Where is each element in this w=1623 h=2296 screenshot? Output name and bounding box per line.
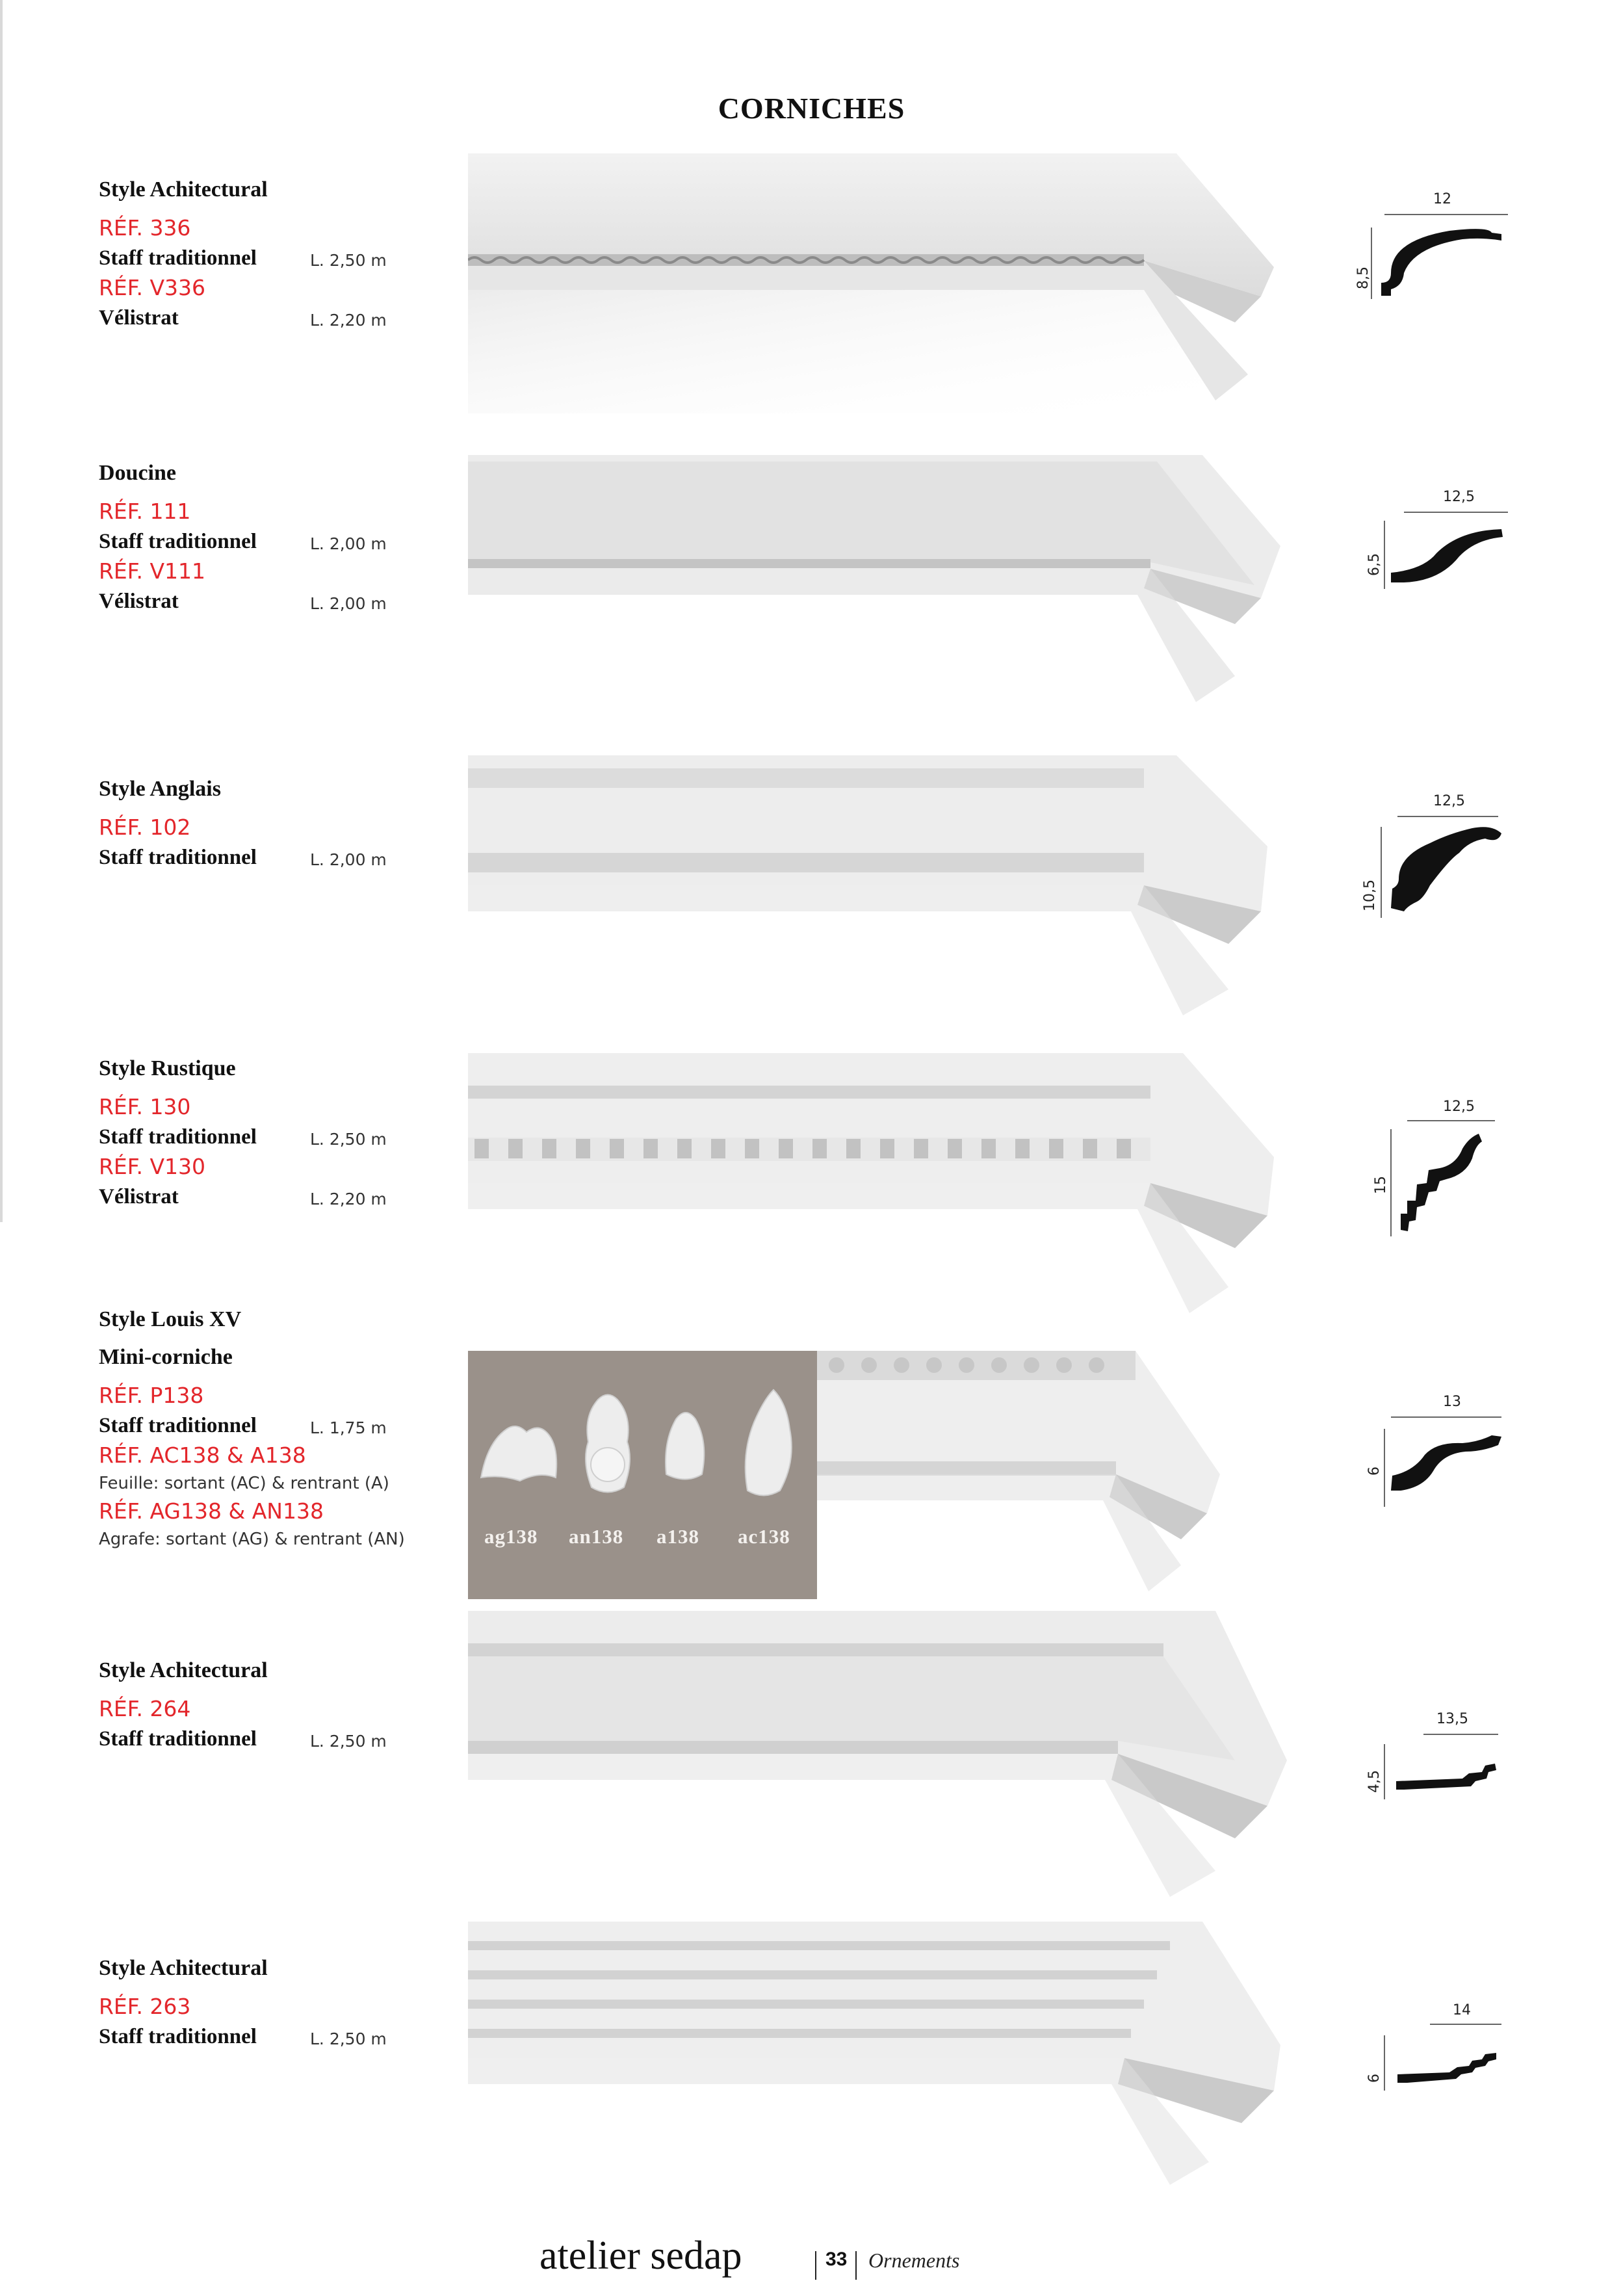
style-name: Style Achitectural (99, 1956, 268, 1980)
ref-number: RÉF. 263 (99, 1994, 191, 2019)
profile-height: 6,5 (1366, 553, 1383, 576)
ref-number: RÉF. V130 (99, 1154, 206, 1179)
profile-diagram (1352, 1708, 1521, 1825)
cornice-photo (468, 1053, 1287, 1313)
cornice-photo (468, 1922, 1287, 2188)
cornice-photo (468, 1611, 1287, 1903)
ornament-label: an138 (569, 1525, 624, 1548)
ornament-samples-panel (468, 1351, 817, 1599)
footer-divider (855, 2251, 857, 2280)
ref-number: RÉF. P138 (99, 1383, 204, 1408)
length: L. 2,20 m (310, 1190, 387, 1208)
page-number: 33 (825, 2249, 848, 2270)
material: Staff traditionnel (99, 1727, 257, 1751)
length: L. 2,00 m (310, 534, 387, 553)
footer-divider (815, 2251, 816, 2280)
ref-number: RÉF. 336 (99, 215, 191, 241)
ref-number: RÉF. 102 (99, 815, 191, 840)
profile-diagram (1352, 1093, 1521, 1210)
profile-diagram (1352, 485, 1521, 602)
profile-height: 6 (1366, 1467, 1383, 1476)
profile-width: 14 (1453, 2002, 1471, 2018)
ornament-illustrations (468, 1351, 817, 1599)
style-name: Style Rustique (99, 1056, 236, 1080)
ornament-label: ag138 (484, 1525, 538, 1548)
ornament-label: ac138 (738, 1525, 790, 1548)
page-title: CORNICHES (718, 92, 905, 125)
profile-diagram (1352, 1390, 1521, 1507)
profile-width: 12,5 (1443, 489, 1475, 505)
style-name: Style Louis XV (99, 1307, 242, 1331)
profile-width: 13 (1443, 1394, 1461, 1410)
product-info (99, 1954, 463, 2052)
profile-width: 12 (1433, 191, 1451, 207)
material: Staff traditionnel (99, 1125, 257, 1149)
material: Staff traditionnel (99, 2025, 257, 2048)
material: Staff traditionnel (99, 246, 257, 270)
substyle-name: Mini-corniche (99, 1345, 233, 1369)
ref-number: RÉF. 264 (99, 1696, 191, 1721)
product-info (99, 459, 463, 616)
material: Vélistrat (99, 1185, 179, 1208)
cornice-photo (468, 153, 1287, 413)
brand-name: atelier sedap (539, 2234, 742, 2278)
section-name: Ornements (868, 2249, 960, 2272)
material: Staff traditionnel (99, 530, 257, 553)
profile-height: 6 (1366, 2074, 1383, 2083)
material: Staff traditionnel (99, 846, 257, 869)
product-note: Agrafe: sortant (AG) & rentrant (AN) (99, 1530, 405, 1549)
page-edge-rule (0, 0, 3, 1222)
product-info (99, 1054, 463, 1212)
ref-number: RÉF. V111 (99, 558, 206, 584)
product-info (99, 775, 463, 872)
ornament-label: a138 (656, 1525, 699, 1548)
material: Vélistrat (99, 306, 179, 330)
profile-height: 15 (1373, 1176, 1389, 1194)
profile-width: 12,5 (1443, 1099, 1475, 1115)
profile-height: 8,5 (1355, 267, 1371, 289)
length: L. 2,20 m (310, 311, 387, 330)
profile-height: 10,5 (1362, 880, 1378, 911)
style-name: Style Achitectural (99, 177, 268, 202)
product-note: Feuille: sortant (AC) & rentrant (A) (99, 1474, 389, 1493)
profile-width: 12,5 (1433, 793, 1465, 809)
style-name: Style Achitectural (99, 1658, 268, 1682)
cornice-photo (468, 755, 1287, 1022)
ref-number: RÉF. 111 (99, 499, 191, 524)
length: L. 2,50 m (310, 1732, 387, 1751)
ref-number: RÉF. 130 (99, 1094, 191, 1119)
profile-diagram (1352, 169, 1521, 289)
product-info (99, 1305, 463, 1552)
profile-diagram (1352, 2000, 1521, 2117)
length: L. 2,00 m (310, 594, 387, 613)
cornice-photo (817, 1344, 1220, 1604)
product-info (99, 176, 463, 333)
ref-number: RÉF. V336 (99, 275, 206, 300)
profile-width: 13,5 (1436, 1711, 1468, 1727)
profile-diagram (1352, 788, 1521, 911)
cornice-photo (468, 455, 1287, 715)
length: L. 2,50 m (310, 251, 387, 270)
length: L. 2,50 m (310, 1130, 387, 1149)
length: L. 2,50 m (310, 2029, 387, 2048)
profile-height: 4,5 (1366, 1770, 1383, 1793)
length: L. 2,00 m (310, 850, 387, 869)
product-info (99, 1656, 463, 1754)
material: Vélistrat (99, 590, 179, 613)
ref-number: RÉF. AC138 & A138 (99, 1442, 306, 1468)
ref-number: RÉF. AG138 & AN138 (99, 1498, 324, 1524)
length: L. 1,75 m (310, 1418, 387, 1437)
style-name: Style Anglais (99, 777, 221, 801)
material: Staff traditionnel (99, 1414, 257, 1437)
style-name: Doucine (99, 461, 176, 485)
